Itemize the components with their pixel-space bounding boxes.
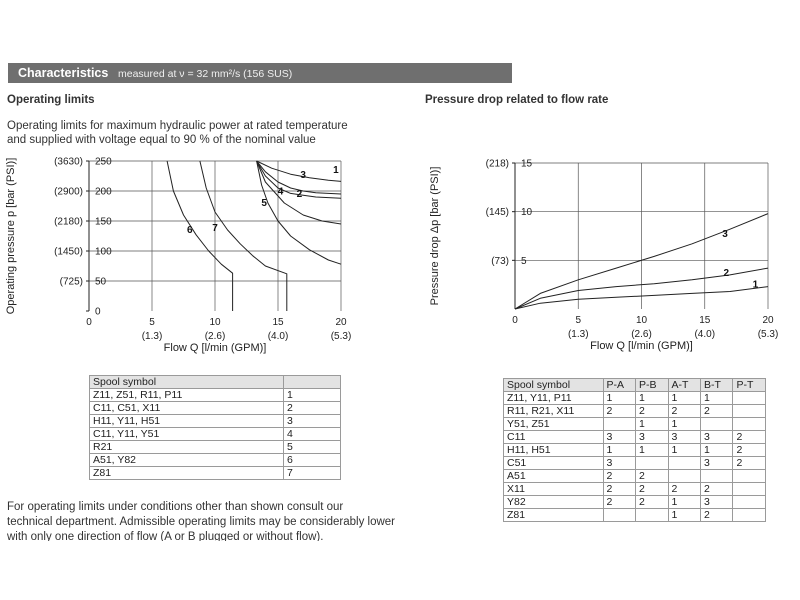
series-line-6 <box>167 161 233 311</box>
table-row <box>504 392 766 405</box>
curve-label: 7 <box>212 223 218 235</box>
table-cell: 1 <box>636 418 668 431</box>
table-header-cell: P-T <box>733 379 766 392</box>
table-cell: Z81 <box>504 509 604 522</box>
y-tick-label: 250 <box>95 156 112 168</box>
series-line-1 <box>257 161 341 181</box>
table-cell: 2 <box>701 483 733 496</box>
table-row <box>504 444 766 457</box>
table-cell: 2 <box>603 405 635 418</box>
table-header-row <box>504 379 766 392</box>
curve-label: 3 <box>300 169 306 181</box>
table-header-cell: P-B <box>636 379 668 392</box>
y-tick-label-secondary: (2180) <box>54 216 83 228</box>
table-row <box>504 496 766 509</box>
table-cell <box>733 483 766 496</box>
table-row <box>90 415 341 428</box>
x-tick-label: 0 <box>512 315 518 326</box>
curve-label: 3 <box>722 228 728 240</box>
table-cell: 1 <box>701 392 733 405</box>
x-tick-label-secondary: (1.3) <box>567 329 589 340</box>
table-row <box>90 389 341 402</box>
y-tick-label-secondary: (73) <box>491 255 509 267</box>
curve-label: 4 <box>277 186 284 198</box>
pressure-drop-chart <box>420 150 800 365</box>
table-cell: 3 <box>603 431 635 444</box>
table-row <box>90 454 341 467</box>
table-cell: 1 <box>668 444 700 457</box>
table-cell <box>733 509 766 522</box>
table-cell <box>603 418 635 431</box>
x-tick-label-secondary: (4.0) <box>267 331 289 342</box>
table-cell: 2 <box>636 496 668 509</box>
table-cell: Z11, Z51, R11, P11 <box>90 389 284 402</box>
table-cell: C11, C51, X11 <box>90 402 284 415</box>
table-row <box>504 457 766 470</box>
y-axis-label: Pressure drop Δp [bar (PSI)] <box>429 166 441 306</box>
table-cell: 1 <box>603 444 635 457</box>
table-cell: C51 <box>504 457 604 470</box>
table-cell: Y51, Z51 <box>504 418 604 431</box>
pressure-drop-title: Pressure drop related to flow rate <box>425 94 609 106</box>
characteristics-header <box>8 63 512 83</box>
table-cell <box>733 405 766 418</box>
x-tick-label: 0 <box>86 317 92 328</box>
operating-limits-intro-2: and supplied with voltage equal to 90 % of the nominal value <box>7 134 316 146</box>
table-cell: 2 <box>733 444 766 457</box>
x-tick-label-secondary: (2.6) <box>631 329 652 340</box>
spool-table-left <box>89 375 341 480</box>
table-row <box>504 483 766 496</box>
y-axis-label: Operating pressure p [bar (PSI)] <box>5 157 17 315</box>
table-cell: 2 <box>603 483 635 496</box>
curve-label: 1 <box>752 279 759 291</box>
table-cell: 3 <box>701 457 733 470</box>
table-cell: 2 <box>636 483 668 496</box>
operating-limits-intro-1: Operating limits for maximum hydraulic power at rated temperature <box>7 120 348 132</box>
table-cell: 2 <box>603 496 635 509</box>
y-tick-label: 15 <box>521 158 533 170</box>
curve-label: 2 <box>723 267 730 279</box>
footer-line-2: technical department. Admissible operating limits may be considerably lower <box>7 516 395 528</box>
table-cell: 7 <box>284 467 341 480</box>
x-tick-label: 15 <box>699 315 711 326</box>
table-cell: 1 <box>668 418 700 431</box>
table-cell: R11, R21, X11 <box>504 405 604 418</box>
header-title: Characteristics <box>18 66 109 80</box>
table-cell <box>668 470 700 483</box>
table-cell: 3 <box>603 457 635 470</box>
table-cell: 2 <box>668 405 700 418</box>
table-cell: 2 <box>636 405 668 418</box>
table-cell: 1 <box>701 444 733 457</box>
table-cell: X11 <box>504 483 604 496</box>
table-row <box>90 467 341 480</box>
table-header-cell: Spool symbol <box>90 376 284 389</box>
table-cell <box>733 470 766 483</box>
table-row <box>504 431 766 444</box>
table-cell: 1 <box>668 509 700 522</box>
table-header-cell: P-A <box>603 379 635 392</box>
table-header-cell: B-T <box>701 379 733 392</box>
table-cell: C11, Y11, Y51 <box>90 428 284 441</box>
table-cell: 2 <box>733 457 766 470</box>
curve-label: 5 <box>261 198 267 209</box>
y-tick-label: 200 <box>95 186 112 198</box>
table-cell: 2 <box>636 470 668 483</box>
table-cell: 1 <box>284 389 341 402</box>
y-tick-label: 150 <box>95 216 112 228</box>
y-tick-label-secondary: (145) <box>485 207 509 219</box>
table-cell: 3 <box>701 431 733 444</box>
table-cell <box>733 392 766 405</box>
x-axis-label: Flow Q [l/min (GPM)] <box>163 342 267 354</box>
table-cell <box>603 509 635 522</box>
y-tick-label-secondary: (3630) <box>54 156 83 168</box>
table-cell: 4 <box>284 428 341 441</box>
table-cell: 3 <box>668 431 700 444</box>
table-cell: 3 <box>701 496 733 509</box>
y-tick-label: 0 <box>95 306 101 318</box>
table-cell: A51, Y82 <box>90 454 284 467</box>
table-cell: 2 <box>701 509 733 522</box>
y-tick-label: 10 <box>521 207 533 219</box>
table-row <box>504 405 766 418</box>
x-tick-label: 5 <box>575 315 582 326</box>
table-cell: 2 <box>668 483 700 496</box>
y-tick-label-secondary: (2900) <box>54 186 83 198</box>
table-cell: H11, H51 <box>504 444 604 457</box>
table-cell: A51 <box>504 470 604 483</box>
x-tick-label: 5 <box>149 317 155 328</box>
x-axis-label: Flow Q [l/min (GPM)] <box>590 340 693 352</box>
table-row <box>90 428 341 441</box>
y-tick-label-secondary: (1450) <box>54 246 83 258</box>
table-cell: 1 <box>636 444 668 457</box>
x-tick-label: 15 <box>272 317 284 328</box>
table-row <box>90 402 341 415</box>
table-cell <box>668 457 700 470</box>
x-tick-label-secondary: (4.0) <box>694 329 716 340</box>
table-row <box>504 418 766 431</box>
x-tick-label: 20 <box>335 317 347 328</box>
table-cell: 1 <box>636 392 668 405</box>
table-cell: Z11, Y11, P11 <box>504 392 604 405</box>
table-cell: 1 <box>603 392 635 405</box>
table-cell: 1 <box>668 392 700 405</box>
x-tick-label: 10 <box>209 317 221 328</box>
y-tick-label: 50 <box>95 276 107 288</box>
table-header-cell: A-T <box>668 379 700 392</box>
table-row <box>90 441 341 454</box>
table-header-cell: Spool symbol <box>504 379 604 392</box>
table-cell: C11 <box>504 431 604 444</box>
table-cell: H11, Y11, H51 <box>90 415 284 428</box>
table-cell: 2 <box>733 431 766 444</box>
y-tick-label-secondary: (218) <box>485 158 509 170</box>
x-tick-label: 20 <box>762 315 774 326</box>
table-cell <box>701 470 733 483</box>
table-cell: 2 <box>284 402 341 415</box>
footer-line-3: with only one direction of flow (A or B plugged or without flow). <box>7 531 324 541</box>
table-cell <box>733 418 766 431</box>
x-tick-label-secondary: (1.3) <box>141 331 163 342</box>
table-cell: 3 <box>284 415 341 428</box>
header-subtitle: measured at ν = 32 mm²/s (156 SUS) <box>118 68 293 80</box>
x-tick-label-secondary: (5.3) <box>330 331 352 342</box>
table-cell: Z81 <box>90 467 284 480</box>
table-cell: 5 <box>284 441 341 454</box>
table-header-row <box>90 376 341 389</box>
table-cell: 6 <box>284 454 341 467</box>
table-cell <box>636 509 668 522</box>
x-tick-label-secondary: (5.3) <box>757 329 779 340</box>
table-cell: 2 <box>701 405 733 418</box>
y-tick-label: 100 <box>95 246 112 258</box>
table-cell <box>636 457 668 470</box>
y-tick-label: 5 <box>521 255 527 267</box>
curve-label: 6 <box>187 225 193 236</box>
table-cell: 2 <box>603 470 635 483</box>
table-cell <box>701 418 733 431</box>
table-header-cell <box>284 376 341 389</box>
curve-label: 2 <box>296 189 303 200</box>
table-cell: 1 <box>668 496 700 509</box>
operating-limits-title: Operating limits <box>7 94 95 106</box>
table-cell: R21 <box>90 441 284 454</box>
spool-table-right <box>503 378 766 522</box>
footer-line-1: For operating limits under conditions other than shown consult our <box>7 501 344 513</box>
curve-label: 1 <box>333 165 339 176</box>
table-row <box>504 470 766 483</box>
table-cell: 3 <box>636 431 668 444</box>
x-tick-label: 10 <box>635 315 648 326</box>
table-row <box>504 509 766 522</box>
table-cell: Y82 <box>504 496 604 509</box>
y-tick-label-secondary: (725) <box>59 276 83 288</box>
table-cell <box>733 496 766 509</box>
operating-limits-chart <box>0 150 400 365</box>
x-tick-label-secondary: (2.6) <box>204 331 226 342</box>
